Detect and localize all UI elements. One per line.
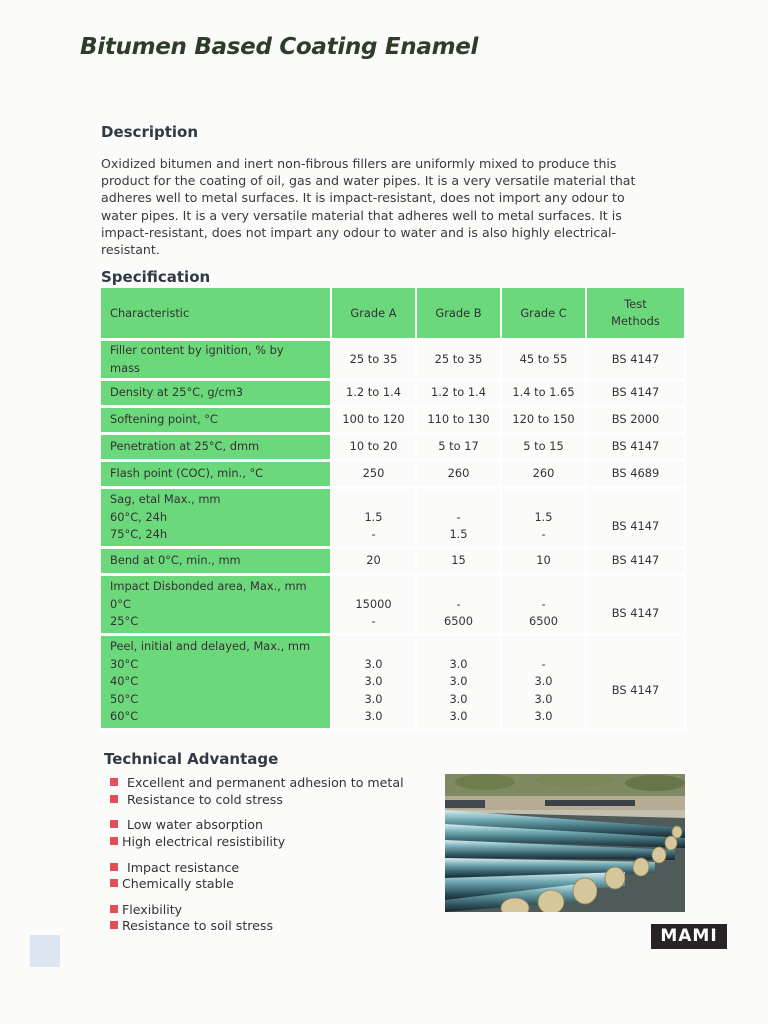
grade-cell: - 3.0 3.0 3.0 xyxy=(501,635,586,730)
list-item: Excellent and permanent adhesion to metal xyxy=(110,775,404,790)
grade-cell: 1.5 - xyxy=(331,488,416,548)
characteristic-cell: Filler content by ignition, % by mass xyxy=(101,340,331,380)
grade-cell: - 6500 xyxy=(501,575,586,635)
test-method-cell: BS 4147 xyxy=(586,434,685,461)
bullet-square-icon xyxy=(110,921,118,929)
list-item: Flexibility xyxy=(110,902,182,917)
grade-cell: 25 to 35 xyxy=(416,340,501,380)
column-header: Grade A xyxy=(331,288,416,340)
test-method-cell: BS 4147 xyxy=(586,340,685,380)
bullet-square-icon xyxy=(110,837,118,845)
grade-cell: 15000 - xyxy=(331,575,416,635)
grade-cell: 5 to 15 xyxy=(501,434,586,461)
description-line: resistant. xyxy=(101,242,160,258)
grade-cell: 260 xyxy=(416,461,501,488)
table-row xyxy=(101,380,685,407)
test-method-cell: BS 4689 xyxy=(586,461,685,488)
specification-table xyxy=(101,288,686,731)
mami-logo: MAMI xyxy=(651,924,727,949)
grade-cell: 1.5 - xyxy=(501,488,586,548)
table-row xyxy=(101,575,685,635)
grade-cell: 5 to 17 xyxy=(416,434,501,461)
table-row xyxy=(101,407,685,434)
grade-cell: 3.0 3.0 3.0 3.0 xyxy=(331,635,416,730)
grade-cell: 45 to 55 xyxy=(501,340,586,380)
grade-cell: 1.2 to 1.4 xyxy=(331,380,416,407)
table-row xyxy=(101,340,685,380)
grade-cell: 110 to 130 xyxy=(416,407,501,434)
column-header: Grade C xyxy=(501,288,586,340)
table-row xyxy=(101,434,685,461)
characteristic-cell: Density at 25°C, g/cm3 xyxy=(101,380,331,407)
list-item: Resistance to soil stress xyxy=(110,918,273,933)
table-header-row xyxy=(101,288,685,340)
column-header: Test Methods xyxy=(586,288,685,340)
description-line: product for the coating of oil, gas and water pipes. It is a very versatile material that xyxy=(101,173,636,189)
bullet-square-icon xyxy=(110,795,118,803)
description-line: water pipes. It is a very versatile material that adheres well to metal surfaces. It is xyxy=(101,207,622,223)
test-method-cell: BS 4147 xyxy=(586,380,685,407)
description-heading: Description xyxy=(101,123,199,141)
characteristic-cell: Bend at 0°C, min., mm xyxy=(101,548,331,575)
bullet-square-icon xyxy=(110,820,118,828)
grade-cell: 10 xyxy=(501,548,586,575)
coated-pipes-photo xyxy=(445,774,685,912)
description-line: adheres well to metal surfaces. It is impact-resistant, does not import any odour to xyxy=(101,190,625,206)
grade-cell: 120 to 150 xyxy=(501,407,586,434)
bullet-square-icon xyxy=(110,879,118,887)
grade-cell: 15 xyxy=(416,548,501,575)
table-row xyxy=(101,635,685,730)
list-item: High electrical resistibility xyxy=(110,834,285,849)
specification-heading: Specification xyxy=(101,268,211,286)
grade-cell: 3.0 3.0 3.0 3.0 xyxy=(416,635,501,730)
grade-cell: 100 to 120 xyxy=(331,407,416,434)
column-header: Characteristic xyxy=(101,288,331,340)
bullet-square-icon xyxy=(110,778,118,786)
column-header: Grade B xyxy=(416,288,501,340)
grade-cell: - 6500 xyxy=(416,575,501,635)
list-item: Chemically stable xyxy=(110,876,234,891)
test-method-cell: BS 4147 xyxy=(586,548,685,575)
description-line: Oxidized bitumen and inert non-fibrous fillers are uniformly mixed to produce this xyxy=(101,156,617,171)
test-method-cell: BS 4147 xyxy=(586,575,685,635)
characteristic-cell: Sag, etal Max., mm 60°C, 24h 75°C, 24h xyxy=(101,488,331,548)
characteristic-cell: Peel, initial and delayed, Max., mm 30°C 40°C 50°C 60°C xyxy=(101,635,331,730)
bullet-square-icon xyxy=(110,905,118,913)
characteristic-cell: Penetration at 25°C, dmm xyxy=(101,434,331,461)
test-method-cell: BS 4147 xyxy=(586,635,685,730)
grade-cell: 20 xyxy=(331,548,416,575)
table-row xyxy=(101,461,685,488)
description-text xyxy=(101,155,681,258)
list-item: Low water absorption xyxy=(110,817,263,832)
grade-cell: - 1.5 xyxy=(416,488,501,548)
list-item: Resistance to cold stress xyxy=(110,792,283,807)
grade-cell: 1.2 to 1.4 xyxy=(416,380,501,407)
page-number-box xyxy=(30,935,60,967)
grade-cell: 260 xyxy=(501,461,586,488)
table-row xyxy=(101,488,685,548)
table-row xyxy=(101,548,685,575)
grade-cell: 250 xyxy=(331,461,416,488)
grade-cell: 1.4 to 1.65 xyxy=(501,380,586,407)
test-method-cell: BS 4147 xyxy=(586,488,685,548)
advantages-heading: Technical Advantage xyxy=(104,750,279,768)
characteristic-cell: Softening point, °C xyxy=(101,407,331,434)
bullet-square-icon xyxy=(110,863,118,871)
test-method-cell: BS 2000 xyxy=(586,407,685,434)
page-title: Bitumen Based Coating Enamel xyxy=(80,34,479,60)
description-line: impact-resistant, does not impart any odour to water and is also highly electrical- xyxy=(101,224,617,240)
list-item: Impact resistance xyxy=(110,860,239,875)
grade-cell: 10 to 20 xyxy=(331,434,416,461)
characteristic-cell: Flash point (COC), min., °C xyxy=(101,461,331,488)
grade-cell: 25 to 35 xyxy=(331,340,416,380)
characteristic-cell: Impact Disbonded area, Max., mm 0°C 25°C xyxy=(101,575,331,635)
